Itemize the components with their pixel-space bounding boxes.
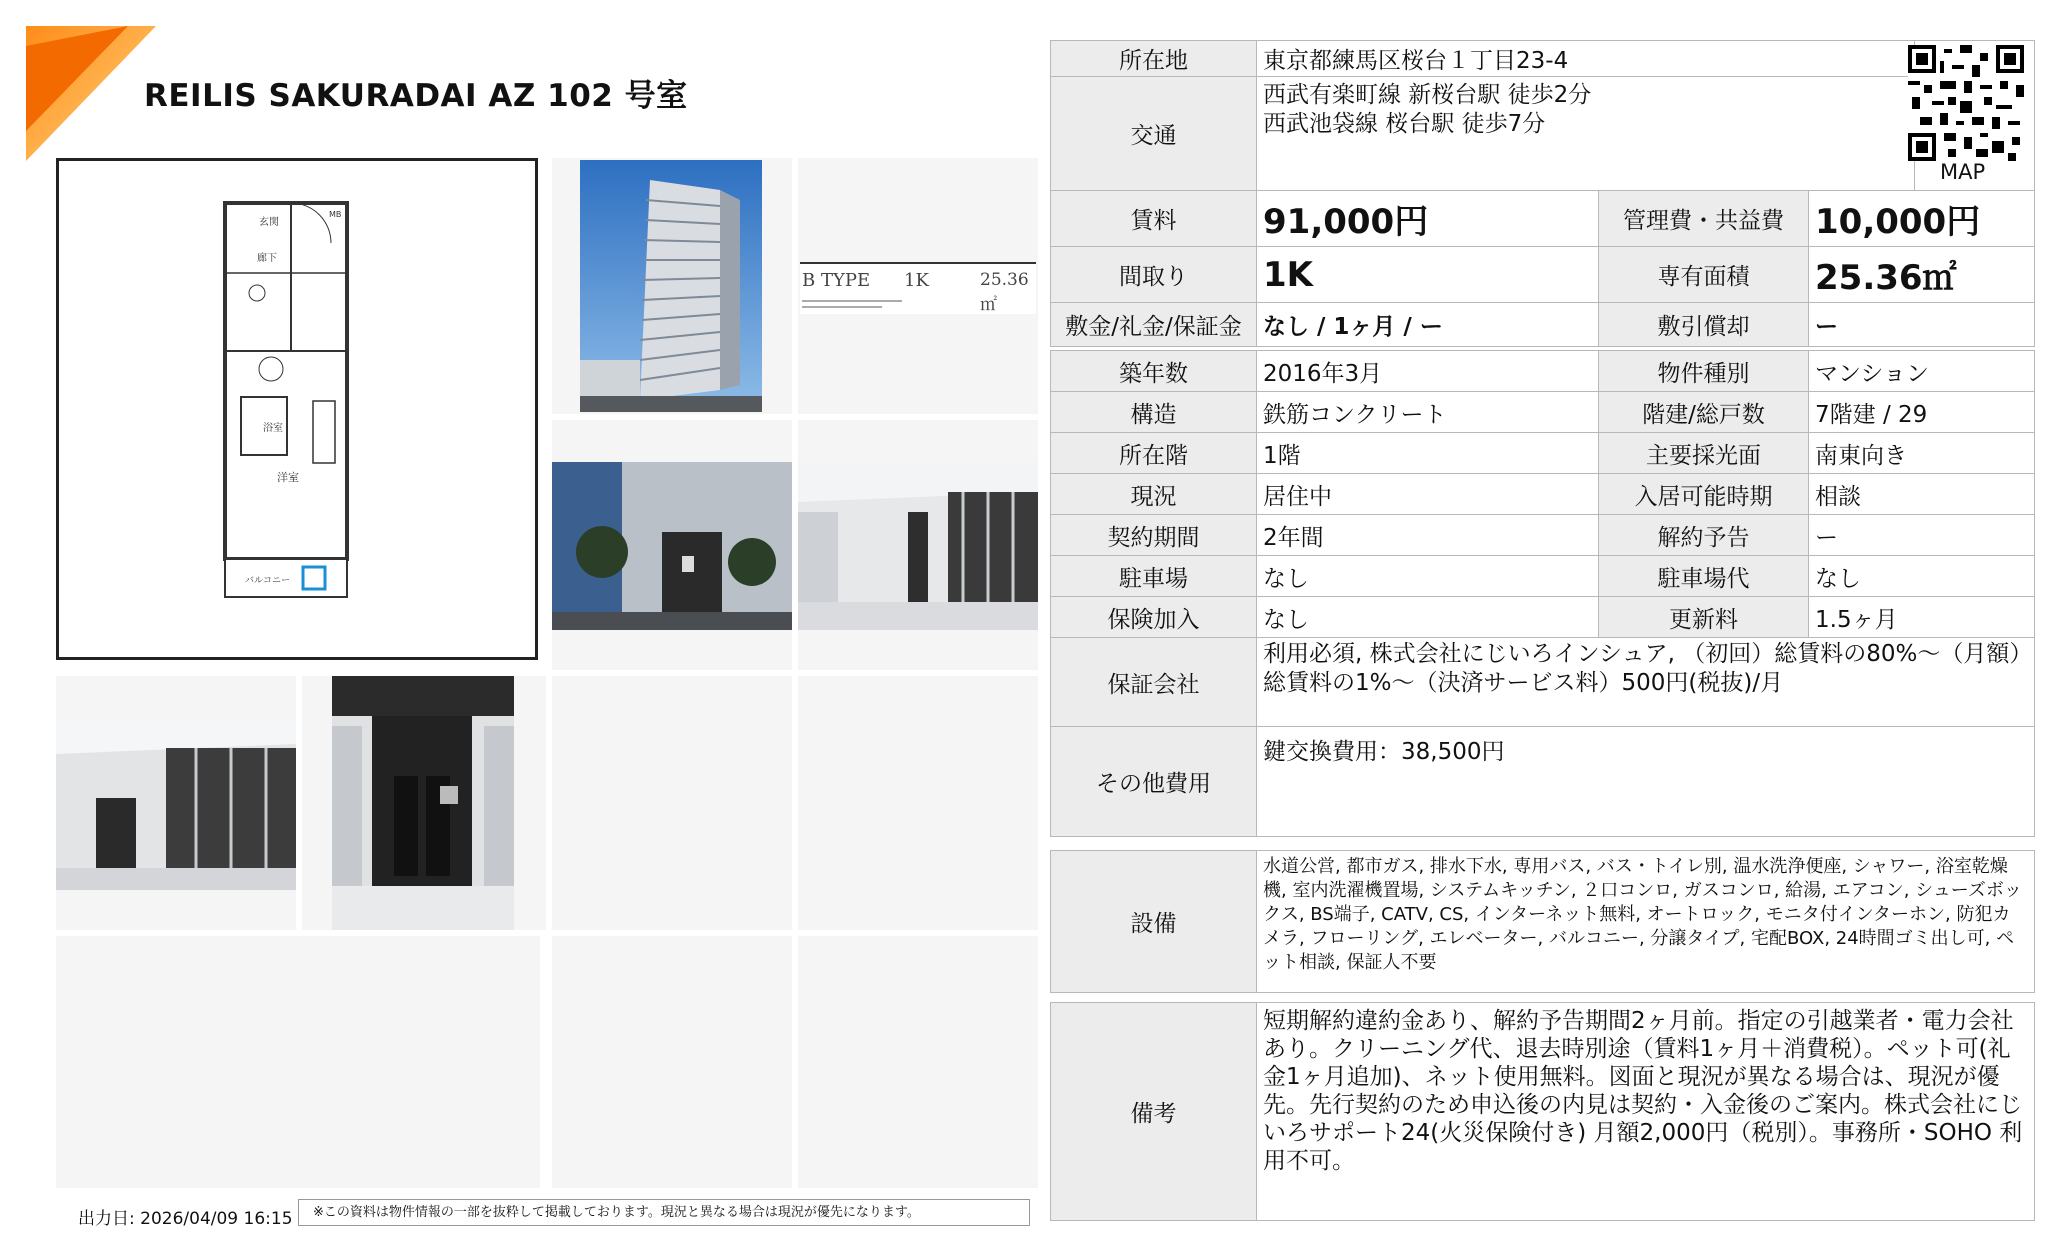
floor-plan-image (59, 161, 535, 657)
insurance-label: 保険加入 (1051, 597, 1257, 638)
property-type-value: マンション (1809, 351, 2035, 392)
gallery-cell (552, 936, 792, 1188)
deposit-label: 敷金/礼金/保証金 (1051, 303, 1257, 347)
access-line-1: 西武有楽町線 新桜台駅 徒歩2分 (1263, 82, 1592, 108)
status-value: 居住中 (1257, 474, 1599, 515)
output-date: 出力日: 2026/04/09 16:15 (78, 1209, 293, 1229)
building-info-table (1050, 350, 2035, 837)
floor-plan-bath-label: 浴室 (263, 423, 283, 434)
area-value: 25.36㎡ (1809, 247, 2035, 303)
guarantor-value: 利用必須, 株式会社にじいろインシュア, （初回）総賃料の80%〜（月額）総賃料の1%〜（決済サービス料）500円(税抜)/月 (1257, 638, 2035, 727)
floor-plan-frame[interactable] (56, 158, 538, 660)
remarks-table (1050, 1002, 2035, 1221)
depreciation-value: ー (1809, 303, 2035, 347)
equipment-label: 設備 (1051, 851, 1257, 993)
floors-label: 階建/総戸数 (1599, 392, 1809, 433)
built-value: 2016年3月 (1257, 351, 1599, 392)
floor-label: 所在階 (1051, 433, 1257, 474)
move-in-label: 入居可能時期 (1599, 474, 1809, 515)
entrance-exterior-photo[interactable] (552, 462, 792, 630)
floors-value: 7階建 / 29 (1809, 392, 2035, 433)
area-type-label: 25.36㎡ (980, 270, 1029, 315)
notice-value: ー (1809, 515, 2035, 556)
access-line-2: 西武池袋線 桜台駅 徒歩7分 (1263, 111, 1546, 137)
depreciation-label: 敷引償却 (1599, 303, 1809, 347)
layout-type-label: 1K (904, 270, 929, 291)
rent-info-table (1050, 190, 2035, 347)
equipment-value: 水道公営, 都市ガス, 排水下水, 専用バス, バス・トイレ別, 温水洗浄便座, シャワー, 浴室乾燥機, 室内洗濯機置場, システムキッチン, ２口コンロ, ガスコンロ, 給湯, エアコン, シューズボックス, BS端子, CATV, CS, インターネット無料, オートロック, モニタ付インターホン, 防犯カメラ, フローリング, エレベーター, バルコニー, 分譲タイプ, 宅配BOX, 24時間ゴミ出し可, ペット相談, 保証人不要 (1257, 851, 2035, 993)
insurance-value: なし (1257, 597, 1599, 638)
light-label: 主要採光面 (1599, 433, 1809, 474)
map-qr-code[interactable] (1908, 44, 2024, 162)
page-title: REILIS SAKURADAI AZ 102 号室 (144, 78, 688, 114)
renewal-label: 更新料 (1599, 597, 1809, 638)
rent-value: 91,000円 (1257, 191, 1599, 247)
disclaimer-note: ※この資料は物件情報の一部を抜粋して掲載しております。現況と異なる場合は現況が優先になります。 (298, 1199, 1030, 1226)
floor-plan-main-room-label: 洋室 (277, 471, 299, 484)
property-info-table-top (1050, 40, 2035, 191)
guarantor-label: 保証会社 (1051, 638, 1257, 727)
building-exterior-photo[interactable] (580, 160, 762, 412)
structure-label: 構造 (1051, 392, 1257, 433)
gallery-cell (56, 936, 540, 1188)
structure-value: 鉄筋コンクリート (1257, 392, 1599, 433)
built-label: 築年数 (1051, 351, 1257, 392)
parking-fee-value: なし (1809, 556, 2035, 597)
management-fee-value: 10,000円 (1809, 191, 2035, 247)
parking-fee-label: 駐車場代 (1599, 556, 1809, 597)
map-label: MAP (1940, 160, 1986, 184)
corner-logo-mark (26, 26, 156, 161)
floor-plan-hall-label: 廊下 (257, 253, 277, 264)
parking-value: なし (1257, 556, 1599, 597)
layout-value: 1K (1257, 247, 1599, 303)
management-fee-label: 管理費・共益費 (1599, 191, 1809, 247)
other-costs-label: その他費用 (1051, 727, 1257, 837)
area-label: 専有面積 (1599, 247, 1809, 303)
address-value: 東京都練馬区桜台１丁目23-4 (1257, 41, 1915, 77)
contract-label: 契約期間 (1051, 515, 1257, 556)
parking-label: 駐車場 (1051, 556, 1257, 597)
access-label: 交通 (1051, 77, 1257, 191)
gallery-cell (798, 936, 1038, 1188)
remarks-value: 短期解約違約金あり、解約予告期間2ヶ月前。指定の引越業者・電力会社あり。クリーニング代、退去時別途（賃料1ヶ月＋消費税）。ペット可(礼金1ヶ月追加)、ネット使用無料。図面と現況が異なる場合は、現況が優先。先行契約のため申込後の内見は契約・入金後のご案内。株式会社にじいろサポート24(火災保険付き) 月額2,000円（税別）。事務所・SOHO 利用不可。 (1257, 1003, 2035, 1221)
floor-plan-mb-label: MB (329, 210, 342, 219)
deposit-value: なし / 1ヶ月 / ー (1257, 303, 1599, 347)
gallery-cell (552, 676, 792, 930)
floor-plan-entrance-label: 玄関 (259, 217, 279, 228)
property-type-label: 物件種別 (1599, 351, 1809, 392)
renewal-value: 1.5ヶ月 (1809, 597, 2035, 638)
rent-label: 賃料 (1051, 191, 1257, 247)
equipment-table (1050, 850, 2035, 993)
layout-label: 間取り (1051, 247, 1257, 303)
other-costs-value: 鍵交換費用：38,500円 (1257, 727, 2035, 837)
floor-plan-balcony-label: バルコニー (245, 576, 291, 586)
remarks-label: 備考 (1051, 1003, 1257, 1221)
corridor-photo[interactable] (56, 718, 296, 890)
light-value: 南東向き (1809, 433, 2035, 474)
address-label: 所在地 (1051, 41, 1257, 77)
notice-label: 解約予告 (1599, 515, 1809, 556)
floor-value: 1階 (1257, 433, 1599, 474)
type-label: B TYPE (802, 270, 871, 291)
contract-value: 2年間 (1257, 515, 1599, 556)
gallery-cell (798, 676, 1038, 930)
status-label: 現況 (1051, 474, 1257, 515)
move-in-value: 相談 (1809, 474, 2035, 515)
lobby-photo[interactable] (798, 462, 1038, 630)
floor-plan-type-strip (800, 262, 1036, 314)
elevator-hall-photo[interactable] (332, 676, 514, 930)
